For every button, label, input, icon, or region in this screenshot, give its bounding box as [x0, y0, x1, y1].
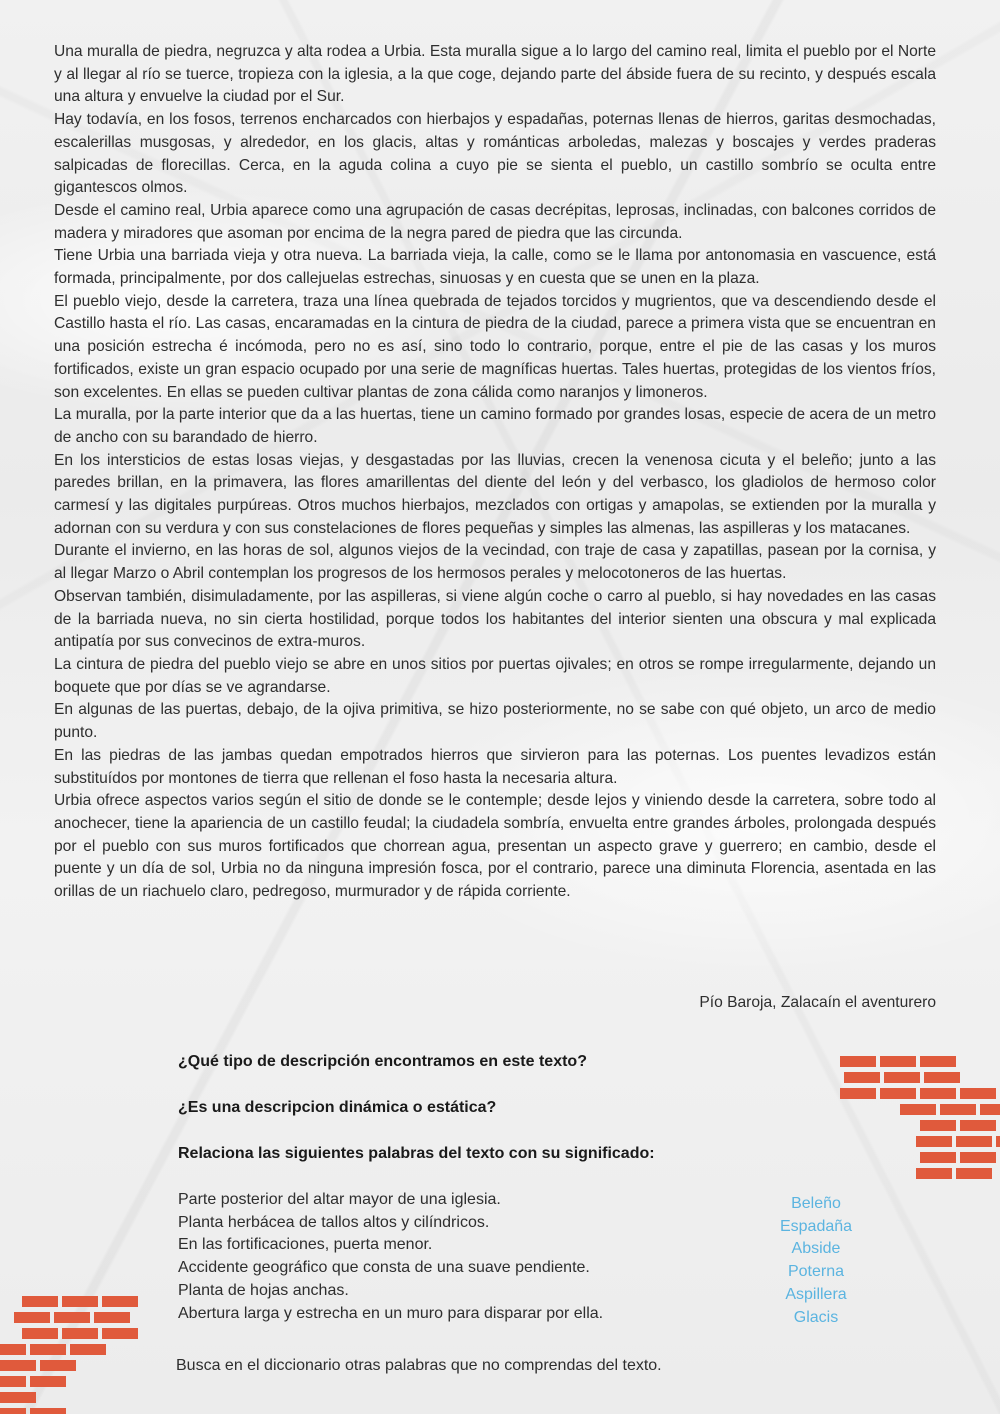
paragraph: Desde el camino real, Urbia aparece como una agrupación de casas decrépitas, leprosas, inclinadas, con balcones corridos de madera y miradores que asoman por encima de la negra pared de piedra que las circunda. — [54, 201, 936, 242]
paragraph: Una muralla de piedra, negruzca y alta rodea a Urbia. Esta muralla sigue a lo largo del camino real, limita el pueblo por el Norte y al llegar al río se tuerce, tropieza con la iglesia, a la que coge, dejando parte del ábside fuera de su recinto, y después escala una altura y envuelve la ciudad por el Sur. — [54, 43, 936, 106]
paragraph: Hay todavía, en los fosos, terrenos encharcados con hierbajos y espadañas, poternas llenas de hierros, garitas desmochadas, escalerillas musgosas, y alrededor, en los glacis, altas y románticas arboledas, malezas y boscajes y verdes praderas salpicadas de florecillas. Cerca, en la aguda colina a cuyo pie se sienta el pueblo, un castillo sombrío se oculta entre gigantescos olmos. — [54, 111, 936, 197]
paragraph: La cintura de piedra del pueblo viejo se abre en unos sitios por puertas ojivales; en otros se rompe irregularmente, dejando un boquete que por días se ve agrandarse. — [54, 655, 936, 696]
dictionary-instruction: Busca en el diccionario otras palabras que no comprendas del texto. — [176, 1357, 662, 1374]
reading-text — [54, 41, 936, 904]
definition-item: Accidente geográfico que consta de una suave pendiente. — [178, 1259, 590, 1277]
author-signature: Pío Baroja, Zalacaín el aventurero — [699, 994, 936, 1011]
paragraph: Tiene Urbia una barriada vieja y otra nueva. La barriada vieja, la calle, como se le llama por antonomasia en vascuence, está formada, principalmente, por dos callejuelas estrechas, sinuosas y en cuesta que se unen en la plaza. — [54, 247, 936, 288]
definition-item: Planta herbácea de tallos altos y cilíndricos. — [178, 1213, 490, 1231]
paragraph: En los intersticios de estas losas viejas, y desgastadas por las lluvias, crecen la venenosa cicuta y el beleño; junto a las paredes brillan, en la primavera, las flores amarillentas del diente del león y del verbasco, los gladiolos de hermoso color carmesí y las digitales purpúreas. Otros muchos hierbajos, mezclados con ortigas y amapolas, se extienden por la muralla y adornan con su verdura y con sus constelaciones de flores pequeñas y simples las almenas, las aspilleras y los matacanes. — [54, 451, 936, 537]
word-item[interactable]: Abside — [791, 1240, 841, 1258]
word-item[interactable]: Beleño — [791, 1195, 841, 1212]
definition-item: Planta de hojas anchas. — [178, 1281, 349, 1299]
brick-wall-decoration-left — [0, 1296, 150, 1414]
word-item[interactable]: Espadaña — [779, 1217, 853, 1235]
word-item[interactable]: Poterna — [787, 1263, 845, 1281]
question-description-type: ¿Qué tipo de descripción encontramos en este texto? — [178, 1053, 587, 1070]
word-item[interactable]: Glacis — [793, 1308, 839, 1326]
definition-item: Parte posterior del altar mayor de una iglesia. — [178, 1191, 501, 1208]
word-item[interactable]: Aspillera — [785, 1285, 847, 1303]
word-list — [760, 1193, 872, 1329]
definitions-list — [178, 1189, 603, 1325]
paragraph: Durante el invierno, en las horas de sol, algunos viejos de la vecindad, con traje de casa y zapatillas, pasean por la cornisa, y al llegar Marzo o Abril contemplan los progresos de los hermosos perales y melocotoneros de las huertas. — [54, 542, 936, 583]
brick-wall-decoration-right — [840, 1052, 1000, 1182]
paragraph: Urbia ofrece aspectos varios según el sitio de donde se le contemple; desde lejos y viniendo desde la carretera, sobre todo al anochecer, tiene la apariencia de un castillo feudal; la ciudadela sombría, envuelta entre grandes árboles, prolongada después por el pueblo con sus muros fortificados que chorrean agua, presentan un aspecto grave y guerrero; en cambio, desde el puente y un día de sol, Urbia no da ninguna impresión fosca, por el contrario, parece una diminuta Florencia, asentada en las orillas de un riachuelo claro, pedregoso, murmurador y de rápida corriente. — [54, 792, 936, 901]
question-dynamic-static: ¿Es una descripcion dinámica o estática? — [178, 1099, 497, 1116]
paragraph: Observan también, disimuladamente, por las aspilleras, si viene algún coche o carro al pueblo, si hay novedades en las casas de la barriada nueva, no sin cierta hostilidad, porque todos los habitantes del interior sienten una obscura y mal explicada antipatía por sus convecinos de extra-muros. — [54, 587, 936, 651]
question-match-words: Relaciona las siguientes palabras del texto con su significado: — [178, 1145, 655, 1162]
paragraph: La muralla, por la parte interior que da a las huertas, tiene un camino formado por grandes losas, especie de acera de un metro de ancho con su barandado de hierro. — [54, 406, 936, 446]
paragraph: En las piedras de las jambas quedan empotrados hierros que sirvieron para las poternas. Los puentes levadizos están substituídos por montones de tierra que rellenan el foso hasta la necesaria altura. — [54, 746, 936, 787]
paragraph: En algunas de las puertas, debajo, de la ojiva primitiva, se hizo posteriormente, no se sabe con qué objeto, un arco de medio punto. — [54, 701, 936, 742]
definition-item: En las fortificaciones, puerta menor. — [178, 1236, 433, 1254]
paragraph: El pueblo viejo, desde la carretera, traza una línea quebrada de tejados torcidos y mugrientos, que va descendiendo desde el Castillo hasta el río. Las casas, encaramadas en la cintura de piedra de la ciudad, parece a primera vista que se encuentran en una posición estrecha é incómoda, pero no es así, sino todo lo contrario, porque, entre el pie de las casas y los muros fortificados, existe un gran espacio ocupado por una serie de magníficas huertas. Tales huertas, protegidas de los vientos fríos, son excelentes. En ellas se pueden cultivar plantas de zona cálida como naranjos y limoneros. — [54, 292, 936, 401]
definition-item: Abertura larga y estrecha en un muro para disparar por ella. — [178, 1304, 604, 1322]
